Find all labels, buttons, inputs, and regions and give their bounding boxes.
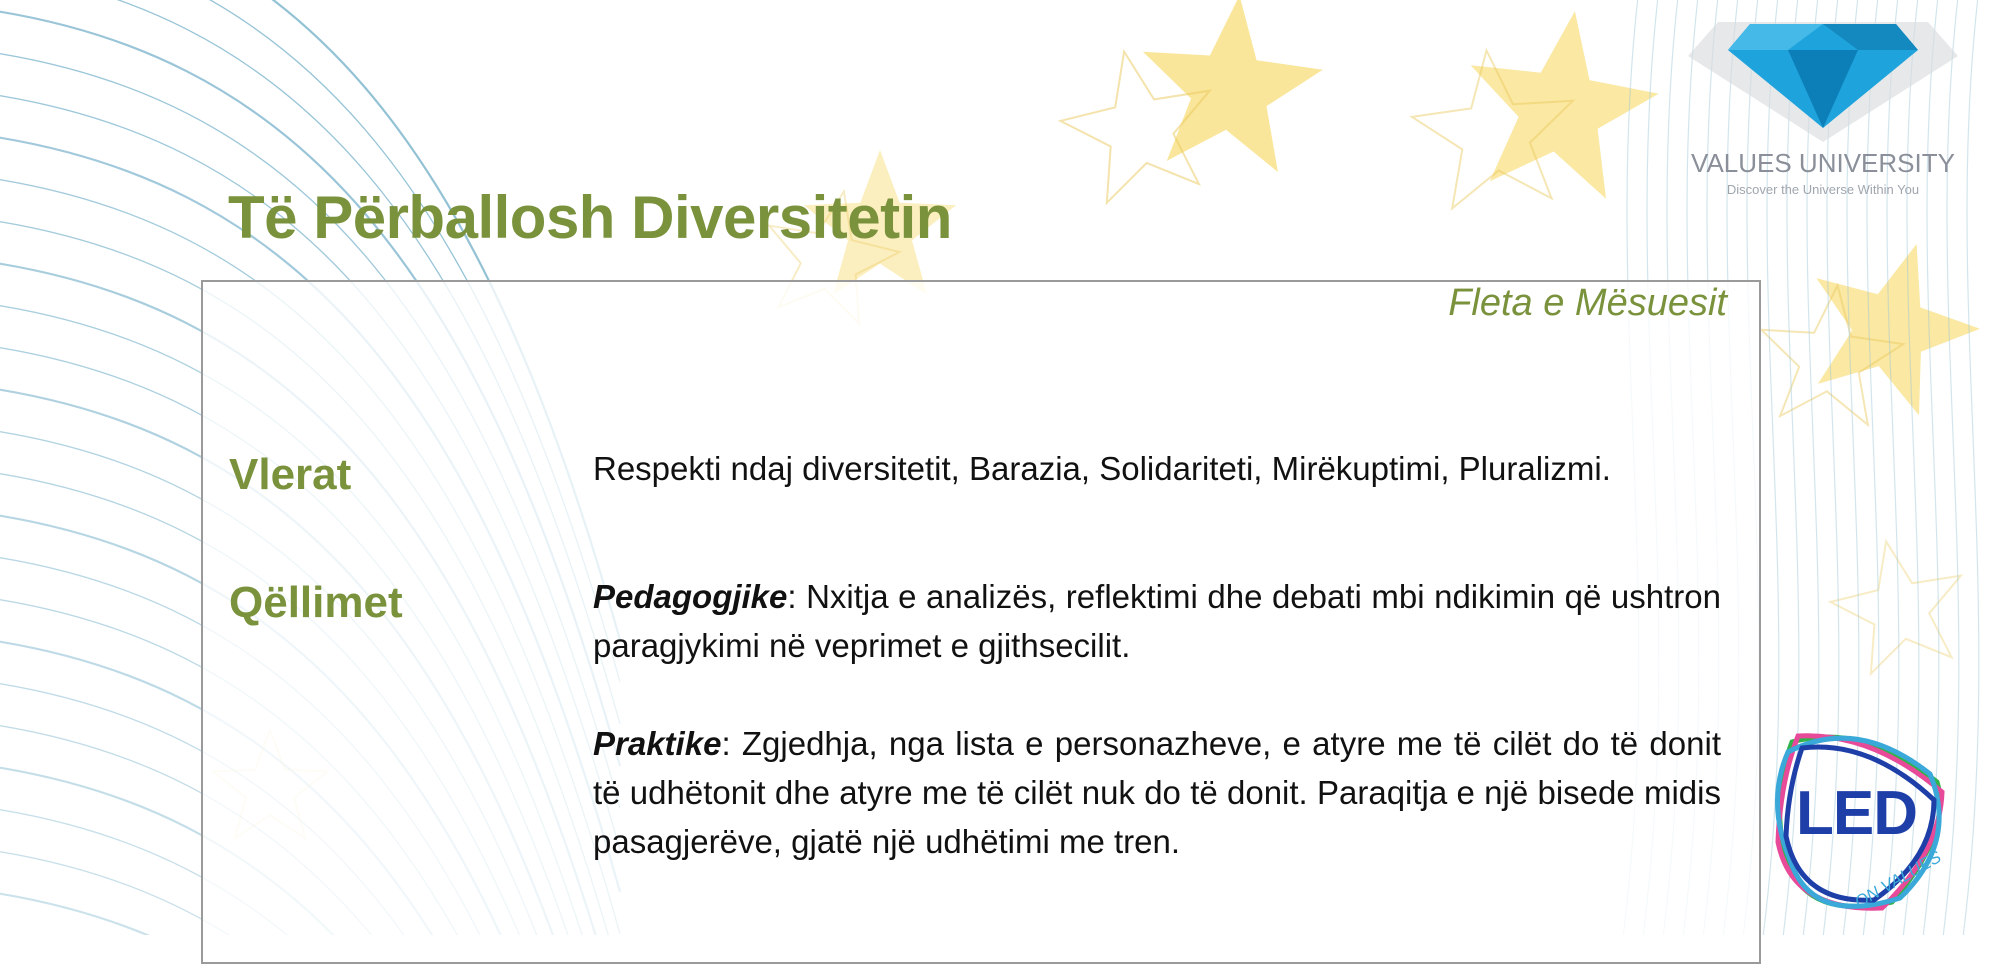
pedagogical-term: Pedagogjike	[593, 578, 788, 615]
teacher-sheet-panel	[201, 280, 1761, 964]
values-university-name: VALUES UNIVERSITY	[1691, 148, 1955, 178]
sheet-subtitle: Fleta e Mësuesit	[1448, 282, 1727, 324]
star-shape	[1831, 541, 1961, 673]
practical-term: Praktike	[593, 725, 722, 762]
values-text: Respekti ndaj diversitetit, Barazia, Solidariteti, Mirëkuptimi, Pluralizmi.	[593, 450, 1611, 487]
values-label: Vlerat	[229, 450, 352, 499]
star-shape	[1816, 244, 1980, 415]
pedagogical-text: : Nxitja e analizës, reflektimi dhe debati mbi ndikimin që ushtron paragjykimi në veprimet e gjithsecilit.	[593, 578, 1721, 664]
practical-text: : Zgjedhja, nga lista e personazheve, e atyre me të cilët do të donit të udhëtonit dhe atyre me të cilët nuk do të donit. Paraqitja e një bisede midis pasagjerëve, gjatë një udhëtimi me tren.	[593, 725, 1721, 860]
led-text: LED	[1796, 779, 1917, 848]
goals-label: Qëllimet	[229, 578, 403, 627]
page-title: Të Përballosh Diversitetin	[228, 184, 952, 251]
diamond-icon	[1678, 10, 1968, 150]
goals-pedagogical-paragraph	[593, 572, 1721, 670]
values-university-tagline: Discover the Universe Within You	[1726, 182, 1920, 197]
goals-practical-paragraph	[593, 719, 1721, 866]
led-on-values-logo	[1762, 712, 1962, 922]
star-shape	[1143, 0, 1323, 172]
led-subtext: ON VALUES	[1851, 847, 1945, 912]
values-university-logo	[1678, 10, 1968, 200]
